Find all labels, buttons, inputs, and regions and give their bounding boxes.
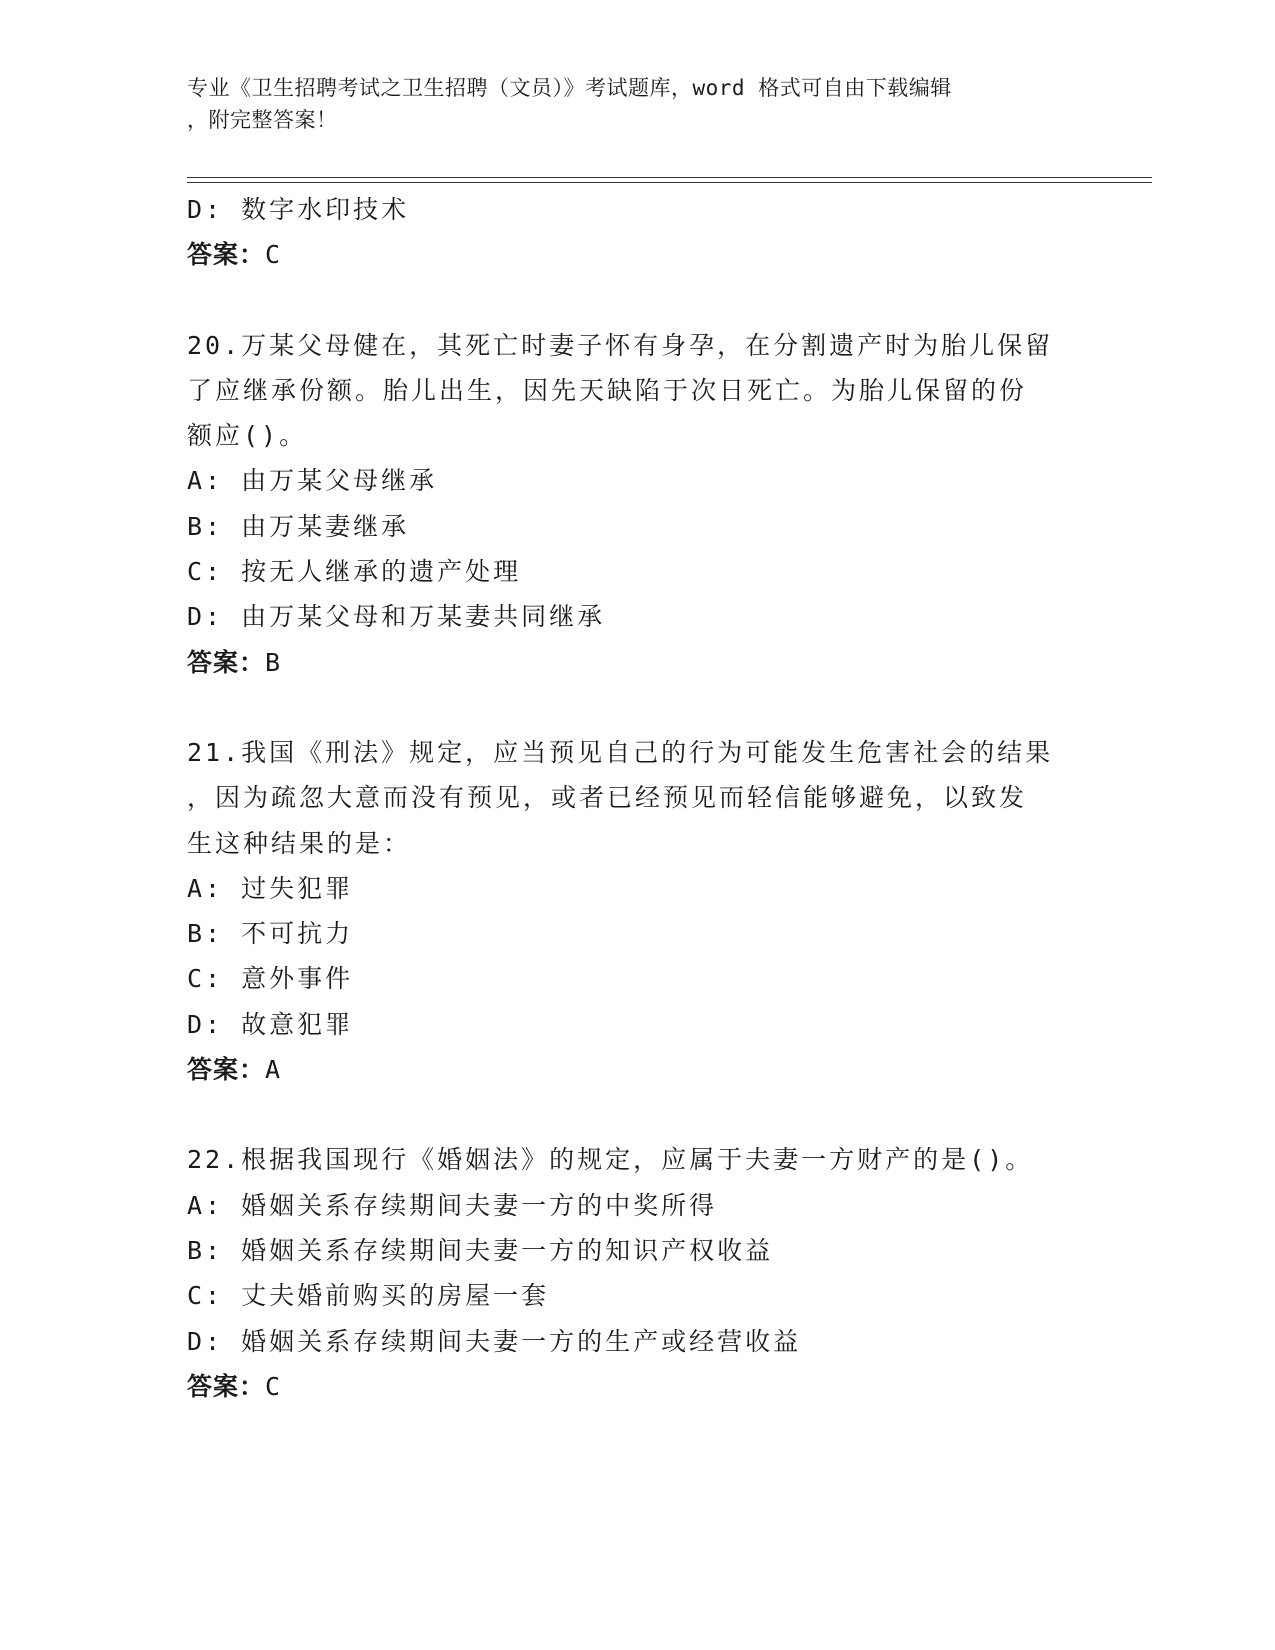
answer-label: 答案： xyxy=(187,1055,266,1085)
question-21 xyxy=(187,730,1087,1092)
question-22 xyxy=(187,1137,1087,1409)
option-c: C: 意外事件 xyxy=(187,964,354,994)
question-text-line: 22.根据我国现行《婚姻法》的规定，应属于夫妻一方财产的是()。 xyxy=(187,1145,1034,1175)
question-text-line: 21.我国《刑法》规定，应当预见自己的行为可能发生危害社会的结果 xyxy=(187,737,1054,767)
answer-value: C xyxy=(265,1371,282,1401)
previous-question-tail xyxy=(187,187,1087,278)
answer xyxy=(187,232,1087,277)
answer xyxy=(187,1364,1087,1409)
question-text-line: 额应()。 xyxy=(187,421,308,451)
answer-value: A xyxy=(265,1055,282,1085)
option-b: B: 婚姻关系存续期间夫妻一方的知识产权收益 xyxy=(187,1235,774,1265)
option-a: A: 由万某父母继承 xyxy=(187,466,438,496)
answer xyxy=(187,1047,1087,1092)
option-a: A: 婚姻关系存续期间夫妻一方的中奖所得 xyxy=(187,1190,718,1220)
header-rule-bottom xyxy=(187,182,1152,183)
question-text-line: 了应继承份额。胎儿出生，因先天缺陷于次日死亡。为胎儿保留的份 xyxy=(187,375,1028,405)
answer-label: 答案： xyxy=(187,240,266,270)
header-line-2: ，附完整答案！ xyxy=(187,108,338,132)
option-b: B: 由万某妻继承 xyxy=(187,511,410,541)
option-a: A: 过失犯罪 xyxy=(187,873,354,903)
answer xyxy=(187,640,1087,685)
answer-label: 答案： xyxy=(187,647,266,677)
option-d: D: 婚姻关系存续期间夫妻一方的生产或经营收益 xyxy=(187,1326,802,1356)
option-b: B: 不可抗力 xyxy=(187,919,354,949)
question-20 xyxy=(187,323,1087,685)
page-header xyxy=(187,72,1067,136)
question-text-line: ，因为疏忽大意而没有预见，或者已经预见而轻信能够避免，以致发 xyxy=(187,783,1028,813)
answer-value: B xyxy=(265,647,282,677)
document-body xyxy=(187,187,1087,1409)
option-d: D: 故意犯罪 xyxy=(187,1009,354,1039)
option-d: D: 由万某父母和万某妻共同继承 xyxy=(187,602,606,632)
header-rule-top xyxy=(187,177,1152,178)
header-line-1: 专业《卫生招聘考试之卫生招聘（文员）》考试题库，word 格式可自由下载编辑 xyxy=(187,76,952,100)
answer-value: C xyxy=(265,240,282,270)
option-c: C: 按无人继承的遗产处理 xyxy=(187,557,522,587)
answer-label: 答案： xyxy=(187,1371,266,1401)
question-text-line: 生这种结果的是： xyxy=(187,828,412,858)
option-d: D: 数字水印技术 xyxy=(187,195,410,224)
question-text-line: 20.万某父母健在，其死亡时妻子怀有身孕，在分割遗产时为胎儿保留 xyxy=(187,330,1054,360)
option-c: C: 丈夫婚前购买的房屋一套 xyxy=(187,1281,550,1311)
